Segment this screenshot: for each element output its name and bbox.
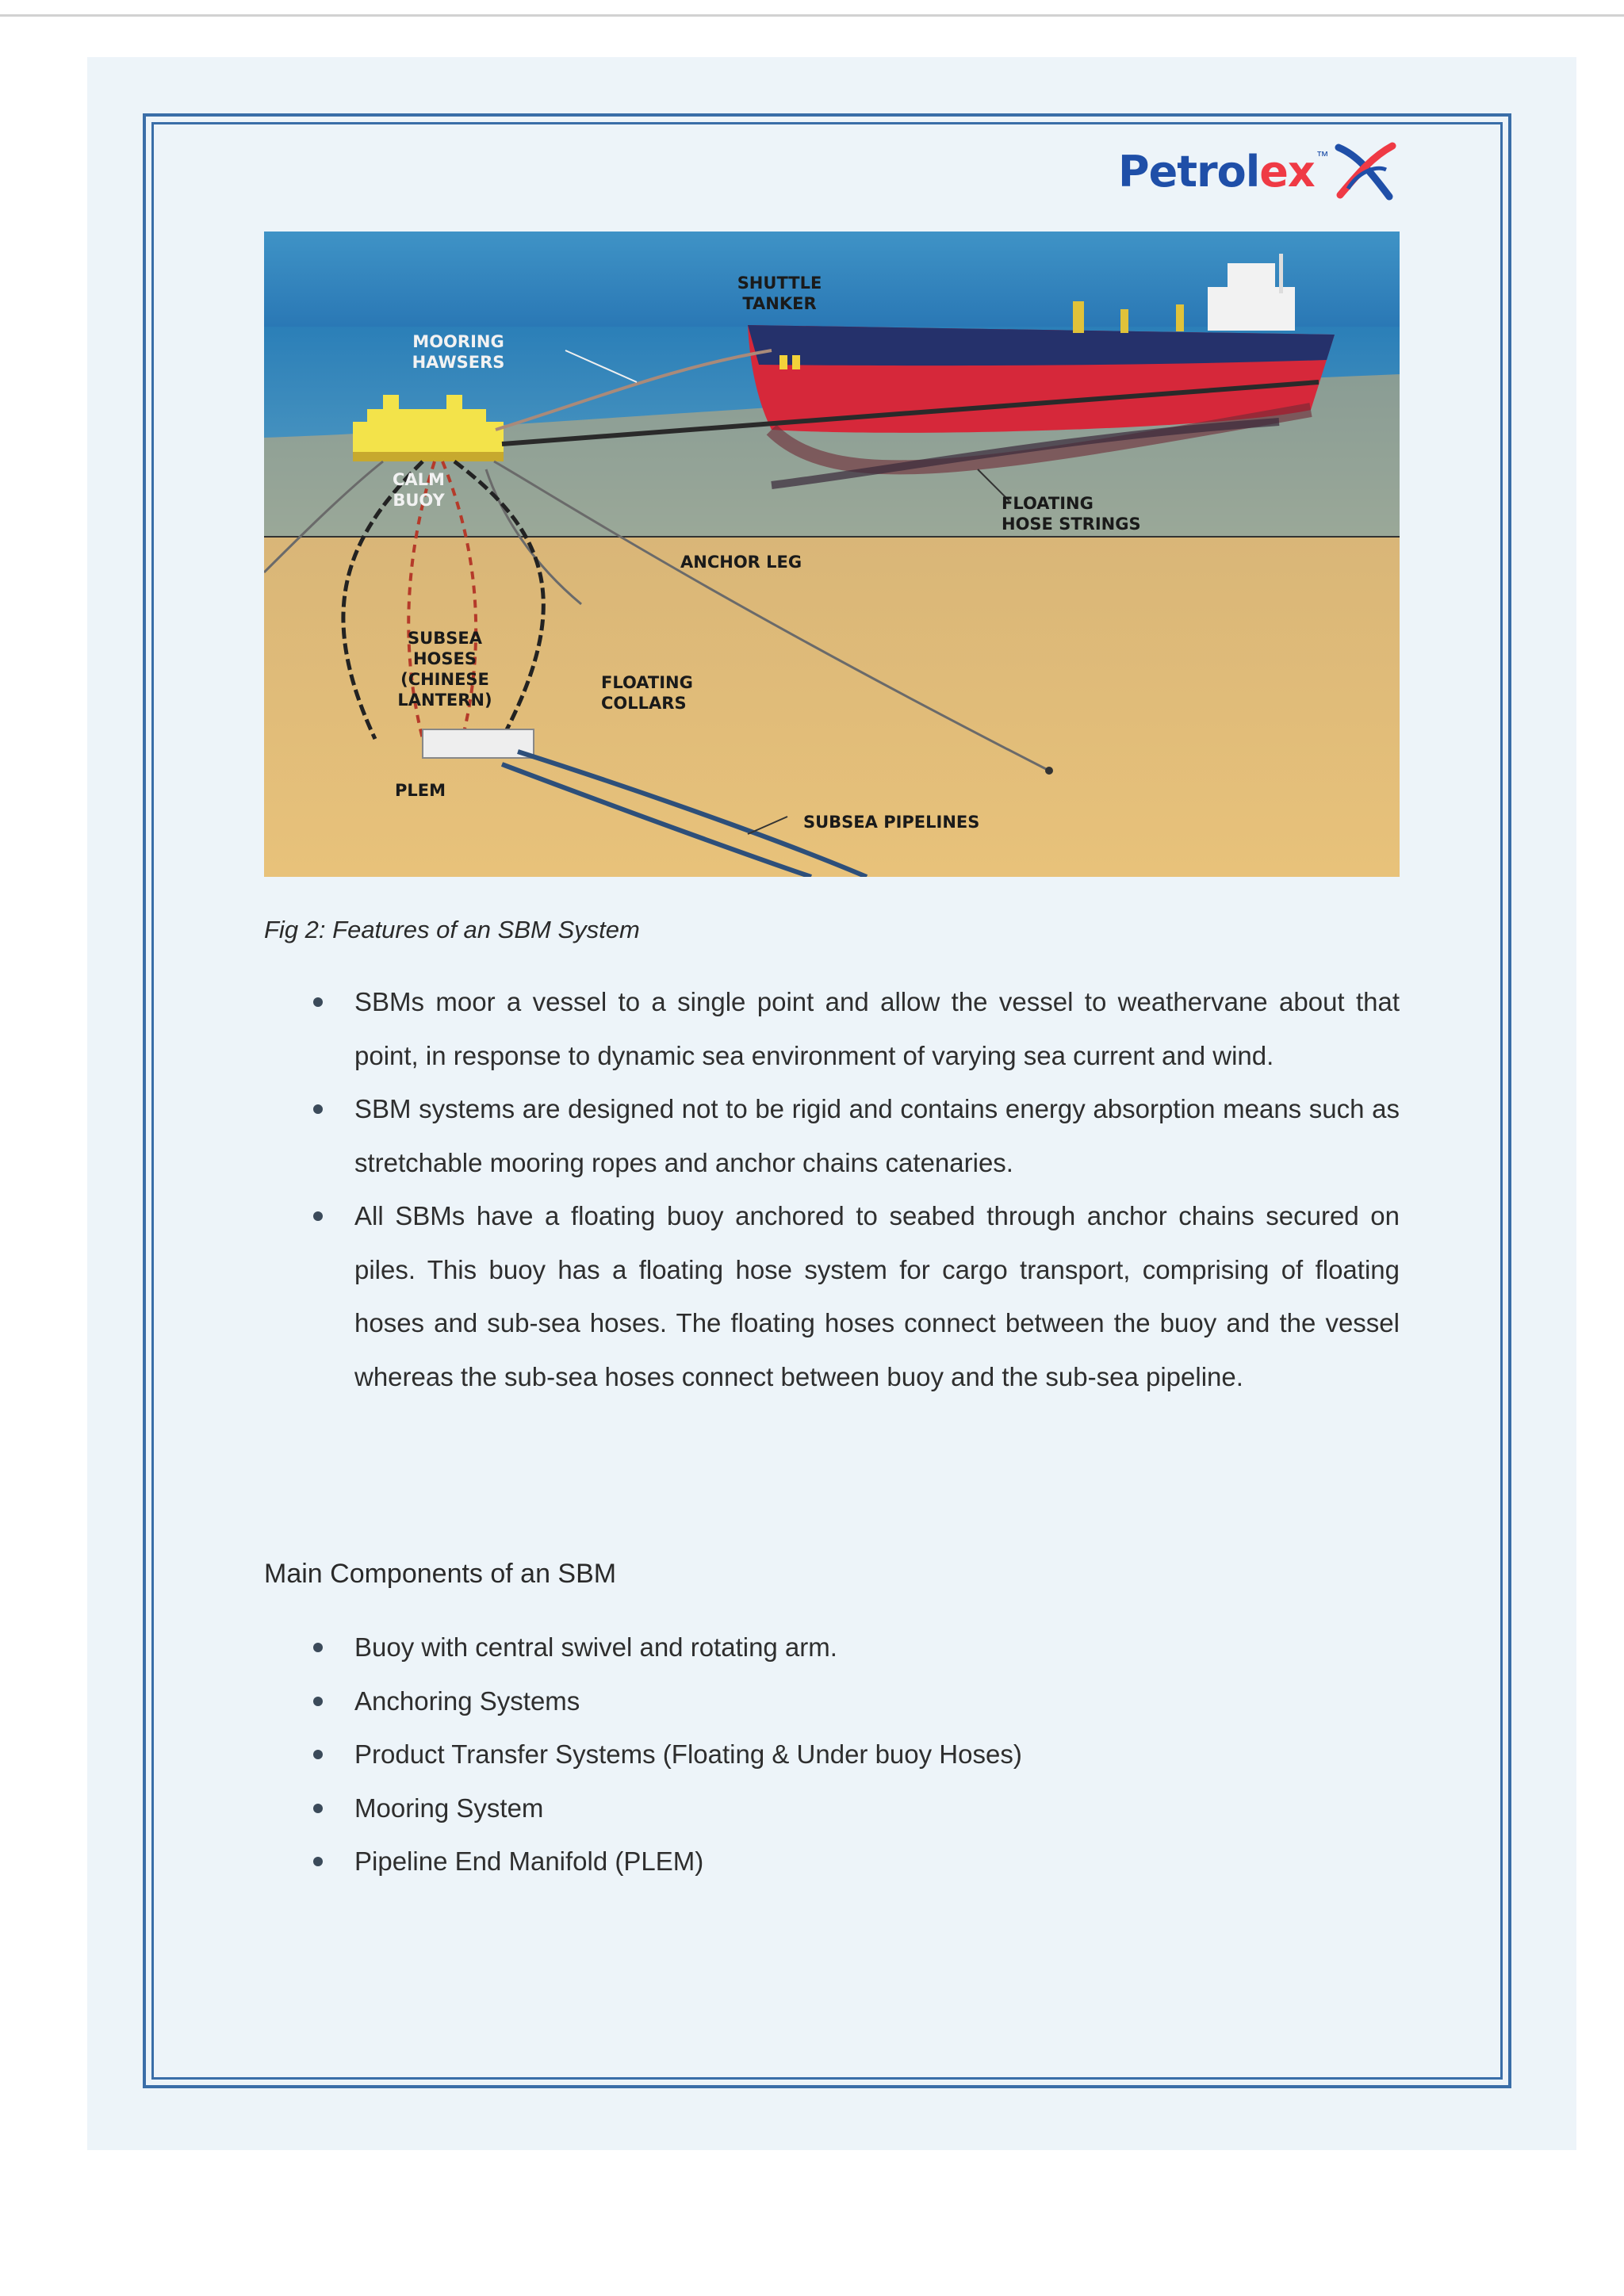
bullet-icon [313, 1750, 323, 1759]
label-floating-collars-line2: COLLARS [601, 694, 687, 713]
component-text: Buoy with central swivel and rotating arm. [354, 1632, 837, 1662]
label-calm-buoy-line2: BUOY [393, 491, 445, 510]
label-subsea-pipelines: SUBSEA PIPELINES [803, 813, 980, 832]
label-subsea-hoses-line2: HOSES [412, 649, 477, 668]
scan-edge-line [0, 14, 1624, 17]
logo-text-part1: Petrol [1118, 146, 1260, 197]
section-heading: Main Components of an SBM [264, 1559, 617, 1589]
bullet-icon [313, 1697, 323, 1706]
label-floating-hose-line1: FLOATING [1002, 494, 1094, 513]
list-item [264, 1189, 1400, 1403]
label-mooring-hawsers-line1: MOORING [412, 332, 504, 351]
petrolex-x-icon [1334, 141, 1397, 201]
list-item [264, 1835, 1400, 1888]
component-text: Mooring System [354, 1793, 544, 1823]
logo-text-part2: ex [1259, 146, 1315, 197]
label-subsea-hoses-line1: SUBSEA [408, 629, 482, 648]
list-item [264, 1728, 1400, 1781]
label-mooring-hawsers-line2: HAWSERS [412, 353, 505, 372]
label-anchor-leg: ANCHOR LEG [680, 553, 802, 572]
list-item [264, 975, 1400, 1082]
list-item [264, 1674, 1400, 1728]
bullet-text: All SBMs have a floating buoy anchored to seabed through anchor chains secured on piles. This buoy has a floating hose system for cargo transport, comprising of floating hoses and sub-sea hoses. The floating hoses connect between the buoy and the vessel whereas the sub-sea hoses connect between buoy and the sub-sea pipeline. [354, 1201, 1400, 1391]
list-item [264, 1621, 1400, 1674]
bullet-icon [313, 1857, 323, 1866]
label-shuttle-tanker-line1: SHUTTLE [737, 274, 822, 293]
bullet-icon [313, 1643, 323, 1652]
bullet-text: SBM systems are designed not to be rigid and contains energy absorption means such as stretchable mooring ropes and anchor chains catenaries. [354, 1094, 1400, 1177]
label-subsea-hoses-line4: LANTERN) [397, 691, 492, 710]
label-shuttle-tanker-line2: TANKER [742, 294, 817, 313]
label-plem: PLEM [395, 781, 446, 800]
label-calm-buoy-line1: CALM [393, 470, 445, 489]
component-text: Anchoring Systems [354, 1686, 580, 1716]
figure-caption: Fig 2: Features of an SBM System [264, 916, 640, 943]
label-floating-hose-line2: HOSE STRINGS [1002, 515, 1141, 534]
sbm-system-illustration [264, 232, 1400, 877]
petrolex-logo [1118, 136, 1397, 206]
bullet-text: SBMs moor a vessel to a single point and allow the vessel to weathervane about that point, in response to dynamic sea environment of varying sea current and wind. [354, 987, 1400, 1070]
logo-wordmark [1118, 147, 1315, 197]
component-text: Product Transfer Systems (Floating & Under buoy Hoses) [354, 1739, 1022, 1769]
sbm-features-list [264, 975, 1400, 1403]
label-floating-collars-line1: FLOATING [601, 673, 693, 692]
label-subsea-hoses-line3: (CHINESE [400, 670, 489, 689]
list-item [264, 1082, 1400, 1189]
components-list [264, 1621, 1400, 1888]
list-item [264, 1781, 1400, 1835]
logo-trademark: ™ [1316, 150, 1329, 163]
bullet-icon [313, 1104, 323, 1114]
component-text: Pipeline End Manifold (PLEM) [354, 1846, 704, 1876]
bullet-icon [313, 997, 323, 1007]
bullet-icon [313, 1804, 323, 1813]
bullet-icon [313, 1211, 323, 1221]
